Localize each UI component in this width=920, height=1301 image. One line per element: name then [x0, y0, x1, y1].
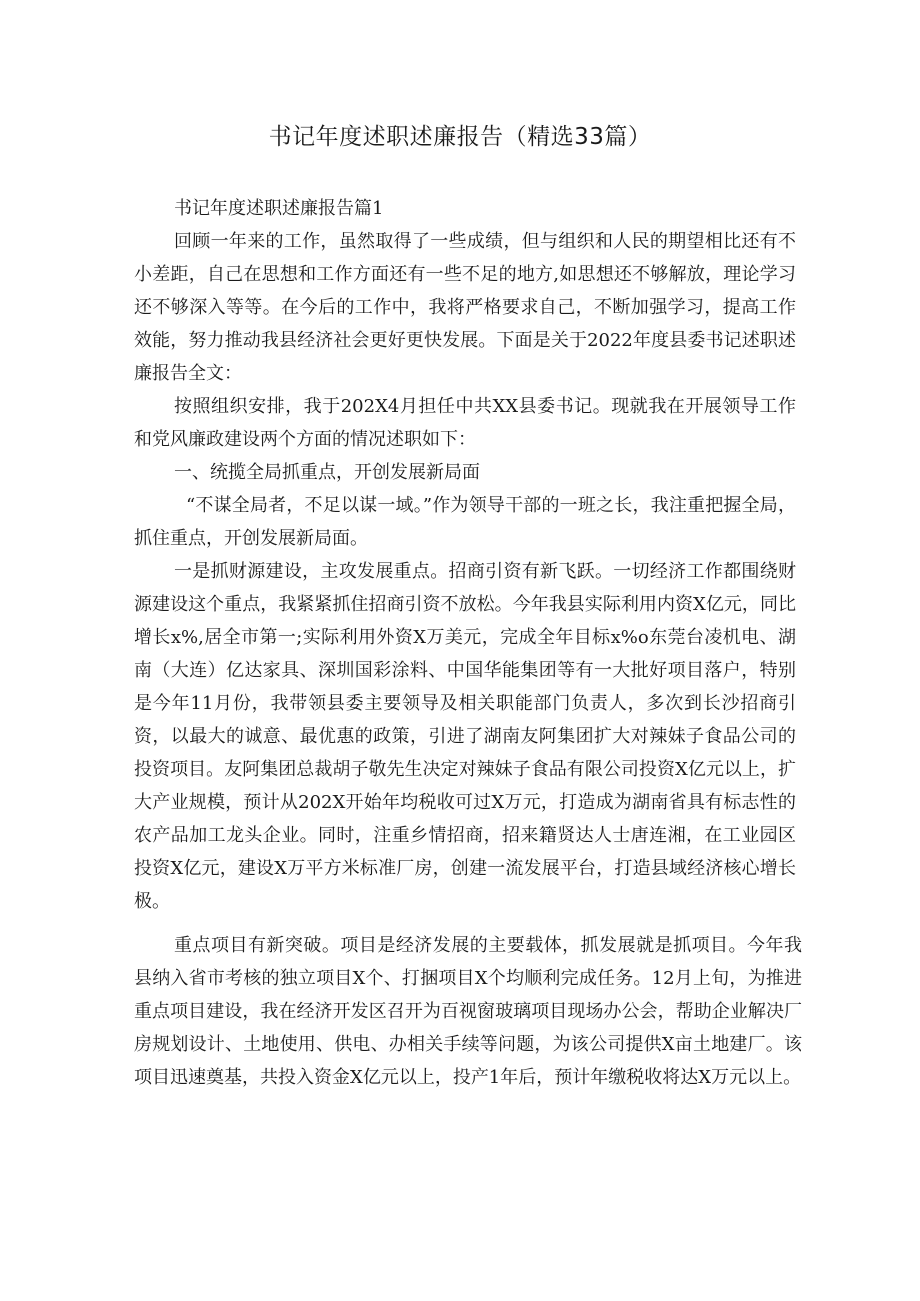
paragraph: 重点项目有新突破。项目是经济发展的主要载体，抓发展就是抓项目。今年我县纳入省市考核的独立项目X个、打捆项目X个均顺利完成任务。12月上旬，为推进重点项目建设，我在经济开发区召开为百视窗玻璃项目现场办公会，帮助企业解决厂房规划设计、土地使用、供电、办相关手续等问题，为该公司提供X亩土地建厂。该项目迅速奠基，共投入资金X亿元以上，投产1年后，预计年缴税收将达X万元以上。 [134, 935, 802, 1088]
section-heading: 书记年度述职述廉报告篇1 [174, 198, 384, 219]
subheading: 一、统揽全局抓重点，开创发展新局面 [174, 462, 480, 483]
paragraph: 按照组织安排，我于202X4月担任中共XX县委书记。现就我在开展领导工作和党风廉政建设两个方面的情况述职如下： [134, 396, 796, 450]
paragraph: 回顾一年来的工作，虽然取得了一些成绩，但与组织和人民的期望相比还有不小差距，自己在思想和工作方面还有一些不足的地方,如思想还不够解放，理论学习还不够深入等等。在今后的工作中，我将严格要求自己，不断加强学习，提高工作效能，努力推动我县经济社会更好更快发展。下面是关于2022年度县委书记述职述廉报告全文： [134, 231, 796, 384]
paragraph: 一是抓财源建设，主攻发展重点。招商引资有新飞跃。一切经济工作都围绕财源建设这个重点，我紧紧抓住招商引资不放松。今年我县实际利用内资X亿元，同比增长x%,居全市第一;实际利用外资X万美元，完成全年目标x%o东莞台凌机电、湖南（大连）亿达家具、深圳国彩涂料、中国华能集团等有一大批好项目落户，特别是今年11月份，我带领县委主要领导及相关职能部门负责人，多次到长沙招商引资，以最大的诚意、最优惠的政策，引进了湖南友阿集团扩大对辣妹子食品公司的投资项目。友阿集团总裁胡子敬先生决定对辣妹子食品有限公司投资X亿元以上，扩大产业规模，预计从202X开始年均税收可过X万元，打造成为湖南省具有标志性的农产品加工龙头企业。同时，注重乡情招商，招来籍贤达人士唐连湘，在工业园区投资X亿元，建设X万平方米标准厂房，创建一流发展平台，打造县域经济核心增长极。 [134, 561, 796, 912]
document-body [134, 192, 802, 1094]
paragraph: “不谋全局者，不足以谋一域。”作为领导干部的一班之长，我注重把握全局，抓住重点，开创发展新局面。 [134, 495, 796, 549]
document-title: 书记年度述职述廉报告（精选33篇） [268, 124, 652, 150]
